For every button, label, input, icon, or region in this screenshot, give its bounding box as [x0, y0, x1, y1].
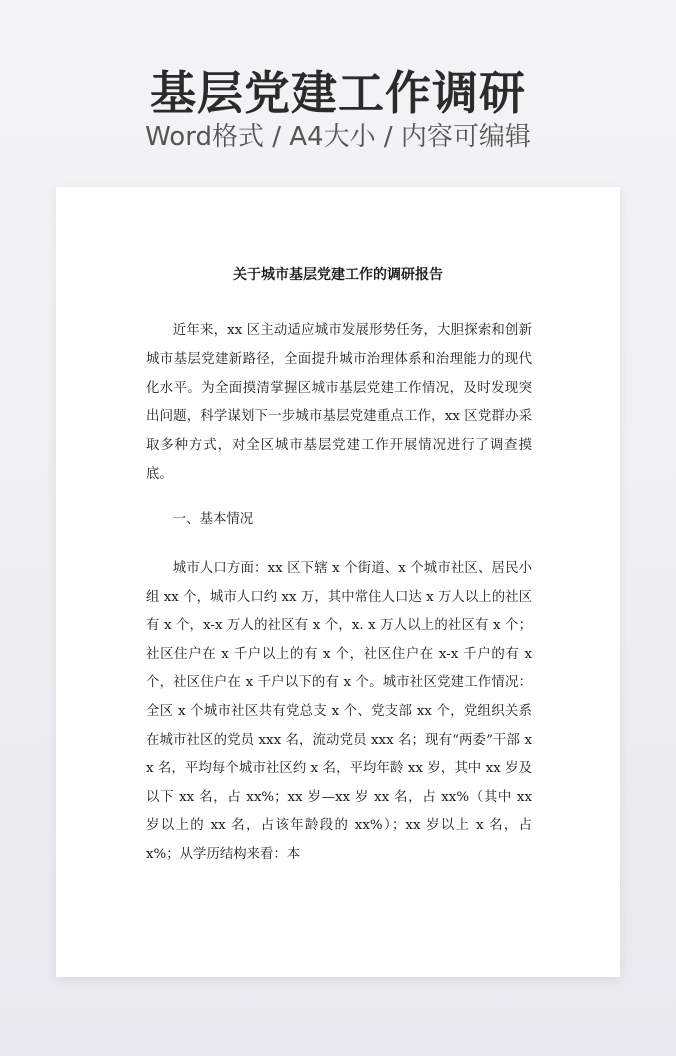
document-title: 关于城市基层党建工作的调研报告: [233, 267, 443, 283]
document-page: [56, 187, 620, 977]
paragraph-intro: 近年来，xx 区主动适应城市发展形势任务，大胆探索和创新城市基层党建新路径，全面提升城市治理体系和治理能力的现代化水平。为全面摸清掌握区城市基层党建工作情况，及时发现突出问题，科学谋划下一步城市基层党建重点工作，xx 区党群办采取多种方式，对全区城市基层党建工作开展情况进行了调查摸底。: [146, 323, 532, 482]
paragraph-basic-situation: 城市人口方面：xx 区下辖 x 个街道、x 个城市社区、居民小组 xx 个，城市人口约 xx 万，其中常住人口达 x 万人以上的社区有 x 个，x-x 万人的社区有 x 个，x. x 万人以上的社区有 x 个；社区住户在 x 千户以上的有 x 个，社区住户在 x-x 千户的有 x 个，社区住户在 x 千户以下的有 x 个。城市社区党建工作情况：全区 x 个城市社区共有党总支 x 个、党支部 xx 个，党组织关系在城市社区的党员 xxx 名，流动党员 xxx 名；现有“两委”干部 xx 名，平均每个城市社区约 x 名，平均年龄 xx 岁，其中 xx 岁及以下 xx 名，占 xx%；xx 岁—xx 岁 xx 名，占 xx%（其中 xx 岁以上的 xx 名，占该年龄段的 xx%）；xx 岁以上 x 名，占 x%；从学历结构来看：本: [146, 561, 532, 862]
banner-title: 基层党建工作调研: [150, 66, 526, 120]
section-heading-basic-situation: 一、基本情况: [172, 512, 254, 527]
banner-subtitle: Word格式 / A4大小 / 内容可编辑: [145, 122, 531, 152]
